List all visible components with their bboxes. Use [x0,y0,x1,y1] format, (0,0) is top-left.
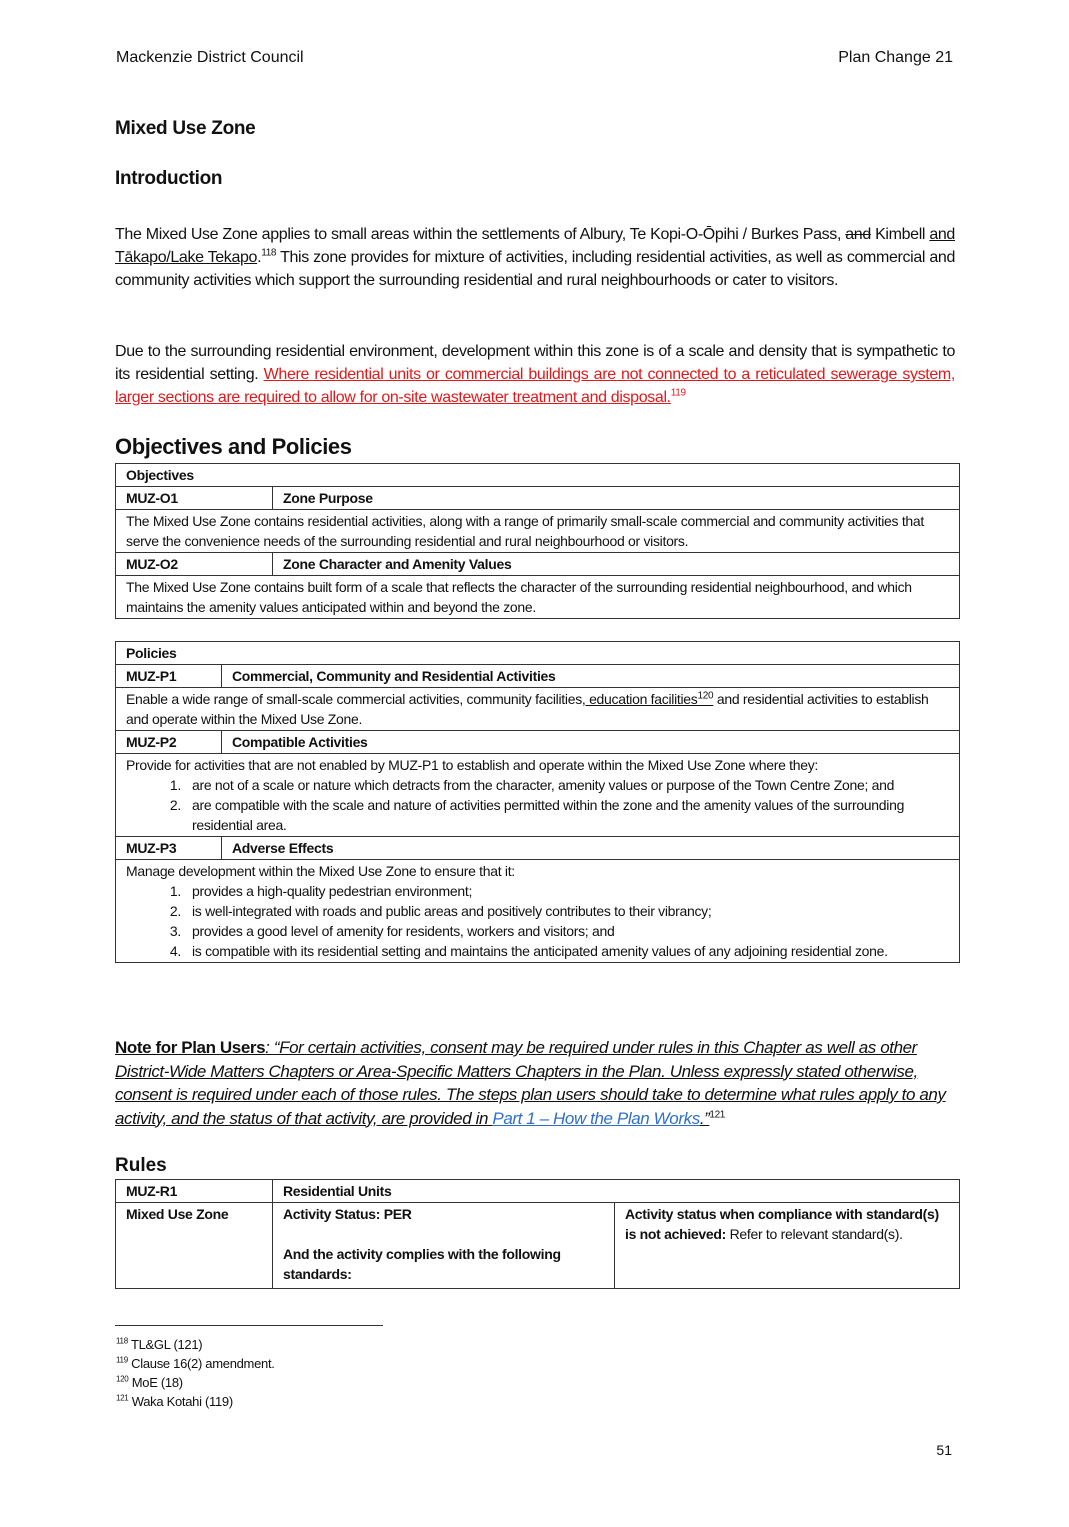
policy-title: Commercial, Community and Residential Activities [222,665,960,688]
objective-text: The Mixed Use Zone contains residential activities, along with a range of primarily small-scale commercial and community activities that serve the convenience needs of the surrounding residential and rural neighbourhood or visitors. [116,510,960,553]
policy-p1-inserted: , education facilities [581,691,698,707]
intro-p1-text-c: This zone provides for mixture of activities, including residential activities, as well as commercial and community activities which support the surrounding residential and rural neighbourhoods or cater to visitors. [115,249,955,289]
policy-title: Adverse Effects [222,837,960,860]
footnote-separator [115,1325,383,1326]
list-number: 4. [169,943,181,959]
footnote-ref-119[interactable]: 119 [670,387,686,399]
inserted-comma: , [836,226,842,243]
policy-text [116,688,960,731]
footnote-number: 120 [116,1374,129,1384]
noncompliance-text: Refer to relevant standard(s). [726,1226,903,1242]
header-plan-change: Plan Change 21 [838,49,953,66]
policies-table [115,641,960,963]
rule-activity-status [273,1203,615,1289]
objective-text: The Mixed Use Zone contains built form of a scale that reflects the character of the surrounding residential neighbourhood, and which maintains the amenity values anticipated within and beyond the zone. [116,576,960,619]
list-item [126,941,949,961]
footnote [116,1337,202,1352]
intro-paragraph-1 [115,223,955,292]
deleted-and: and [845,226,871,243]
policy-title: Compatible Activities [222,731,960,754]
policy-code: MUZ-P2 [116,731,222,754]
noncompliance-label: Activity status when compliance with standard(s) is not achieved: [625,1206,939,1242]
list-text: are not of a scale or nature which detracts from the character, amenity values or purpose of the Town Centre Zone; and [192,777,895,793]
intro-p1-text-a: The Mixed Use Zone applies to small areas within the settlements of Albury, Te Kopi-O-Ōpihi / Burkes Pass [115,226,837,243]
policy-p1-text-b: and residential activities to establish and operate within the Mixed Use Zone. [126,691,929,727]
intro-p1-dot: . [257,249,262,266]
policy-list [126,881,949,961]
zone-title: Mixed Use Zone [115,118,256,139]
rule-zone: Mixed Use Zone [116,1203,273,1289]
inserted-tekapo: and Tākapo/Lake Tekapo [115,226,955,266]
policy-code: MUZ-P1 [116,665,222,688]
policy-text [116,754,960,837]
inserted-wastewater-text: Where residential units or commercial buildings are not connected to a reticulated sewerage system, larger sections are required to allow for on-site wastewater treatment and disposal. [115,366,955,406]
list-item [126,881,949,901]
intro-p1-text-b: Kimbell [875,226,926,243]
list-number: 1. [169,883,181,899]
activity-status: Activity Status: PER [283,1206,412,1222]
list-item [126,921,949,941]
inserted-education-facilities [582,691,713,707]
plan-works-link[interactable]: Part 1 – How the Plan Works [492,1108,700,1128]
rule-title: Residential Units [273,1180,960,1203]
footnote-text: MoE (18) [131,1375,183,1390]
footnote-text: Waka Kotahi (119) [131,1394,233,1409]
footnote-number: 119 [116,1355,128,1365]
intro-paragraph-2 [115,340,955,409]
footnote-ref-120[interactable]: 120 [697,690,714,702]
list-item [126,795,949,835]
policies-table-heading: Policies [116,642,960,665]
footnote-number: 121 [116,1393,129,1403]
header-council-name: Mackenzie District Council [116,49,304,66]
rule-code: MUZ-R1 [116,1180,273,1203]
list-text: is well-integrated with roads and public areas and positively contributes to their vibrancy; [192,903,712,919]
list-number: 1. [169,777,181,793]
footnote-ref-118[interactable]: 118 [261,247,277,259]
policy-text [116,860,960,963]
footnote [116,1356,275,1371]
note-colon: : [265,1038,274,1057]
footnote [116,1375,183,1390]
objectives-table [115,463,960,619]
list-text: provides a good level of amenity for residents, workers and visitors; and [192,923,615,939]
list-number: 3. [169,923,181,939]
note-for-plan-users [115,1036,955,1130]
policy-code: MUZ-P3 [116,837,222,860]
footnote-text: TL&GL (121) [130,1337,203,1352]
objectives-policies-heading: Objectives and Policies [115,434,352,459]
objective-title: Zone Purpose [273,487,960,510]
note-label: Note for Plan Users [115,1038,266,1057]
list-item [126,901,949,921]
policy-p1-text-a: Enable a wide range of small-scale commercial activities, community facilities [126,691,582,707]
note-end: .” [699,1108,710,1128]
objective-code: MUZ-O1 [116,487,273,510]
objective-title: Zone Character and Amenity Values [273,553,960,576]
list-number: 2. [169,903,181,919]
rule-noncompliance [615,1203,960,1289]
intro-p2-text-a: Due to the surrounding residential environment, development within this zone is of a scale and density that is sympathetic to its residential setting. [115,343,955,383]
objectives-table-heading: Objectives [116,464,960,487]
footnote [116,1394,233,1409]
rules-table [115,1179,960,1289]
page-number: 51 [936,1442,952,1458]
policy-intro: Provide for activities that are not enabled by MUZ-P1 to establish and operate within the Mixed Use Zone where they: [126,757,819,773]
list-text: are compatible with the scale and nature of activities permitted within the zone and the amenity values of the surrounding residential area. [192,797,905,833]
objective-code: MUZ-O2 [116,553,273,576]
introduction-heading: Introduction [115,168,223,189]
list-item [126,775,949,795]
list-text: provides a high-quality pedestrian environment; [192,883,473,899]
policy-list [126,775,949,835]
policy-intro: Manage development within the Mixed Use Zone to ensure that it: [126,863,515,879]
note-text: “For certain activities, consent may be required under rules in this Chapter as well as other District-Wide Matters Chapters or Area-Specific Matters Chapters in the Plan. Unless expressly stated otherwise, consent is required under each of those rules. The steps plan users should take to determine what rules apply to any activity, and the status of that activity, are provided in [115,1038,946,1128]
list-text: is compatible with its residential setting and maintains the anticipated amenity values of any adjoining residential zone. [192,943,888,959]
list-number: 2. [169,797,181,813]
compliance-standards: And the activity complies with the following standards: [283,1246,561,1282]
footnote-text: Clause 16(2) amendment. [131,1356,275,1371]
rules-heading: Rules [115,1155,167,1176]
footnote-number: 118 [116,1336,128,1346]
footnote-ref-121[interactable]: 121 [709,1108,725,1120]
